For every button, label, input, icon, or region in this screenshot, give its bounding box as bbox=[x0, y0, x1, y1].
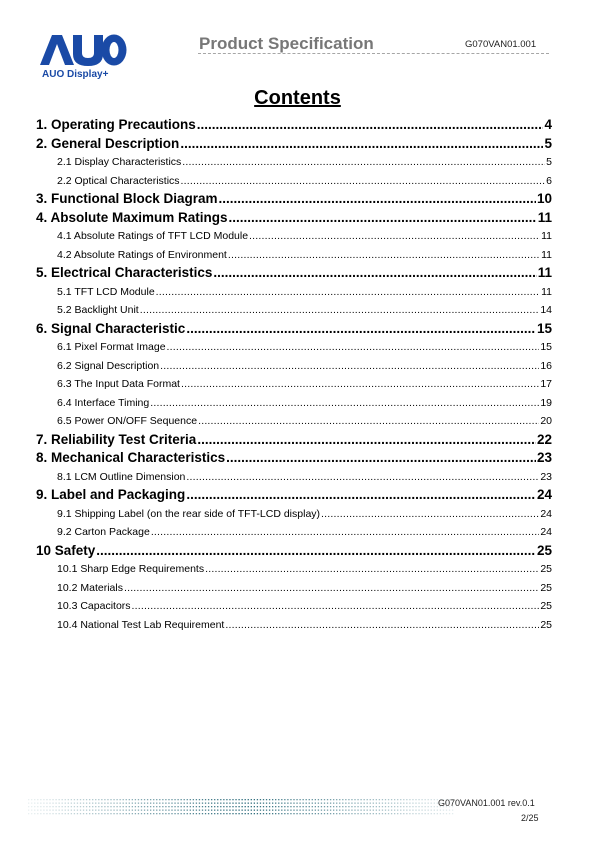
toc-subsection-entry[interactable] bbox=[36, 172, 552, 191]
toc-entry-label: 4.2 Absolute Ratings of Environment bbox=[57, 248, 227, 261]
toc-dot-leader bbox=[180, 135, 543, 154]
toc-entry-page: 20 bbox=[540, 415, 552, 427]
toc-entry-label: 9.2 Carton Package bbox=[57, 526, 150, 538]
footer-page-number: 2/25 bbox=[521, 813, 539, 823]
toc-dot-leader bbox=[228, 246, 540, 265]
toc-dot-leader bbox=[156, 283, 540, 302]
toc-entry-page: 11 bbox=[541, 248, 552, 261]
toc-dot-leader bbox=[132, 597, 540, 616]
toc-subsection-entry[interactable] bbox=[36, 246, 552, 265]
toc-dot-leader bbox=[219, 190, 536, 209]
toc-dot-leader bbox=[197, 431, 536, 450]
toc-entry-label: 10 Safety bbox=[36, 542, 96, 558]
toc-entry-page: 11 bbox=[541, 285, 552, 298]
toc-entry-page: 23 bbox=[540, 470, 552, 483]
toc-entry-label: 6.4 Interface Timing bbox=[57, 396, 150, 409]
toc-section-entry[interactable] bbox=[36, 190, 552, 209]
toc-entry-label: 10.2 Materials bbox=[57, 581, 123, 594]
toc-entry-label: 6.3 The Input Data Format bbox=[57, 378, 180, 390]
toc-entry-page: 25 bbox=[540, 618, 552, 631]
toc-entry-page: 25 bbox=[540, 563, 552, 575]
toc-dot-leader bbox=[167, 338, 540, 357]
toc-subsection-entry[interactable] bbox=[36, 338, 552, 357]
toc-entry-label: 5.1 TFT LCD Module bbox=[57, 285, 155, 298]
toc-entry-label: 4. Absolute Maximum Ratings bbox=[36, 209, 228, 225]
toc-entry-label: 6.1 Pixel Format Image bbox=[57, 341, 166, 353]
toc-dot-leader bbox=[321, 505, 539, 524]
toc-entry-label: 2. General Description bbox=[36, 135, 180, 151]
toc-entry-page: 11 bbox=[537, 209, 552, 225]
toc-subsection-entry[interactable] bbox=[36, 579, 552, 598]
toc-section-entry[interactable] bbox=[36, 320, 552, 339]
toc-subsection-entry[interactable] bbox=[36, 283, 552, 302]
toc-subsection-entry[interactable] bbox=[36, 301, 552, 320]
toc-dot-leader bbox=[226, 449, 536, 468]
toc-section-entry[interactable] bbox=[36, 264, 552, 283]
toc-section-entry[interactable] bbox=[36, 135, 552, 154]
toc-entry-page: 15 bbox=[536, 320, 552, 336]
toc-entry-page: 15 bbox=[540, 341, 552, 353]
toc-subsection-entry[interactable] bbox=[36, 616, 552, 635]
toc-subsection-entry[interactable] bbox=[36, 227, 552, 246]
toc-section-entry[interactable] bbox=[36, 449, 552, 468]
toc-entry-label: 8. Mechanical Characteristics bbox=[36, 450, 226, 465]
toc-entry-label: 10.3 Capacitors bbox=[57, 600, 131, 612]
toc-entry-label: 8.1 LCM Outline Dimension bbox=[57, 470, 186, 483]
toc-dot-leader bbox=[182, 153, 545, 172]
toc-dot-leader bbox=[186, 320, 536, 339]
toc-entry-label: 9.1 Shipping Label (on the rear side of TFT-LCD display) bbox=[57, 507, 321, 520]
toc-entry-label: 10.4 National Test Lab Requirement bbox=[57, 618, 225, 631]
toc-entry-page: 16 bbox=[540, 359, 552, 372]
toc-section-entry[interactable] bbox=[36, 209, 552, 228]
toc-dot-leader bbox=[186, 486, 536, 505]
toc-dot-leader bbox=[197, 116, 544, 135]
toc-subsection-entry[interactable] bbox=[36, 357, 552, 376]
toc-entry-page: 25 bbox=[540, 600, 552, 612]
toc-dot-leader bbox=[151, 523, 540, 542]
toc-subsection-entry[interactable] bbox=[36, 394, 552, 413]
toc-dot-leader bbox=[198, 412, 539, 431]
toc-entry-page: 10 bbox=[536, 191, 552, 206]
toc-dot-leader bbox=[181, 172, 546, 191]
toc-entry-label: 2.1 Display Characteristics bbox=[57, 156, 182, 168]
toc-entry-page: 5 bbox=[546, 156, 552, 168]
toc-subsection-entry[interactable] bbox=[36, 505, 552, 524]
toc-entry-page: 24 bbox=[540, 526, 552, 538]
toc-dot-leader bbox=[160, 357, 539, 376]
toc-subsection-entry[interactable] bbox=[36, 468, 552, 487]
contents-title: Contents bbox=[254, 87, 341, 109]
toc-dot-leader bbox=[205, 560, 539, 579]
toc-dot-leader bbox=[124, 579, 539, 598]
toc-entry-page: 22 bbox=[536, 431, 552, 447]
toc-entry-page: 25 bbox=[540, 581, 552, 594]
toc-dot-leader bbox=[249, 227, 540, 246]
toc-subsection-entry[interactable] bbox=[36, 597, 552, 616]
toc-entry-label: 5.2 Backlight Unit bbox=[57, 304, 139, 316]
footer-decorative-bar bbox=[28, 798, 458, 816]
footer-doc-revision: G070VAN01.001 rev.0.1 bbox=[438, 798, 535, 808]
toc-subsection-entry[interactable] bbox=[36, 153, 552, 172]
toc-section-entry[interactable] bbox=[36, 116, 552, 135]
toc-entry-label: 10.1 Sharp Edge Requirements bbox=[57, 563, 205, 575]
toc-entry-page: 19 bbox=[540, 396, 552, 409]
toc-dot-leader bbox=[186, 468, 539, 487]
toc-section-entry[interactable] bbox=[36, 542, 552, 561]
toc-entry-label: 2.2 Optical Characteristics bbox=[57, 174, 180, 187]
toc-entry-label: 6.2 Signal Description bbox=[57, 359, 160, 372]
toc-subsection-entry[interactable] bbox=[36, 412, 552, 431]
toc-entry-page: 4 bbox=[544, 117, 552, 132]
logo-subtext: AUO Display+ bbox=[42, 69, 109, 80]
toc-entry-label: 3. Functional Block Diagram bbox=[36, 191, 218, 206]
toc-dot-leader bbox=[181, 375, 539, 394]
toc-entry-page: 11 bbox=[541, 230, 552, 242]
header-doc-code: G070VAN01.001 bbox=[465, 39, 537, 50]
toc-dot-leader bbox=[140, 301, 540, 320]
toc-entry-page: 11 bbox=[537, 265, 552, 280]
toc-subsection-entry[interactable] bbox=[36, 523, 552, 542]
toc-entry-label: 1. Operating Precautions bbox=[36, 117, 196, 132]
toc-subsection-entry[interactable] bbox=[36, 560, 552, 579]
toc-entry-page: 23 bbox=[536, 450, 552, 465]
toc-dot-leader bbox=[225, 616, 539, 635]
header-divider bbox=[198, 53, 549, 54]
toc-entry-label: 4.1 Absolute Ratings of TFT LCD Module bbox=[57, 230, 249, 242]
toc-entry-page: 6 bbox=[546, 174, 552, 187]
toc-section-entry[interactable] bbox=[36, 486, 552, 505]
toc-entry-label: 6.5 Power ON/OFF Sequence bbox=[57, 415, 198, 427]
table-of-contents bbox=[36, 116, 552, 634]
toc-entry-page: 17 bbox=[540, 378, 552, 390]
toc-dot-leader bbox=[213, 264, 536, 283]
header-title: Product Specification bbox=[199, 34, 374, 53]
toc-entry-label: 9. Label and Packaging bbox=[36, 487, 186, 502]
toc-entry-label: 5. Electrical Characteristics bbox=[36, 265, 213, 280]
toc-entry-page: 5 bbox=[544, 135, 552, 151]
toc-entry-label: 7. Reliability Test Criteria bbox=[36, 431, 197, 447]
toc-entry-page: 24 bbox=[540, 507, 552, 520]
toc-dot-leader bbox=[229, 209, 537, 228]
toc-entry-label: 6. Signal Characteristic bbox=[36, 320, 186, 336]
toc-subsection-entry[interactable] bbox=[36, 375, 552, 394]
toc-dot-leader bbox=[96, 542, 536, 561]
toc-entry-page: 24 bbox=[536, 487, 552, 502]
toc-dot-leader bbox=[150, 394, 539, 413]
toc-section-entry[interactable] bbox=[36, 431, 552, 450]
toc-entry-page: 14 bbox=[540, 304, 552, 316]
toc-entry-page: 25 bbox=[536, 542, 552, 558]
